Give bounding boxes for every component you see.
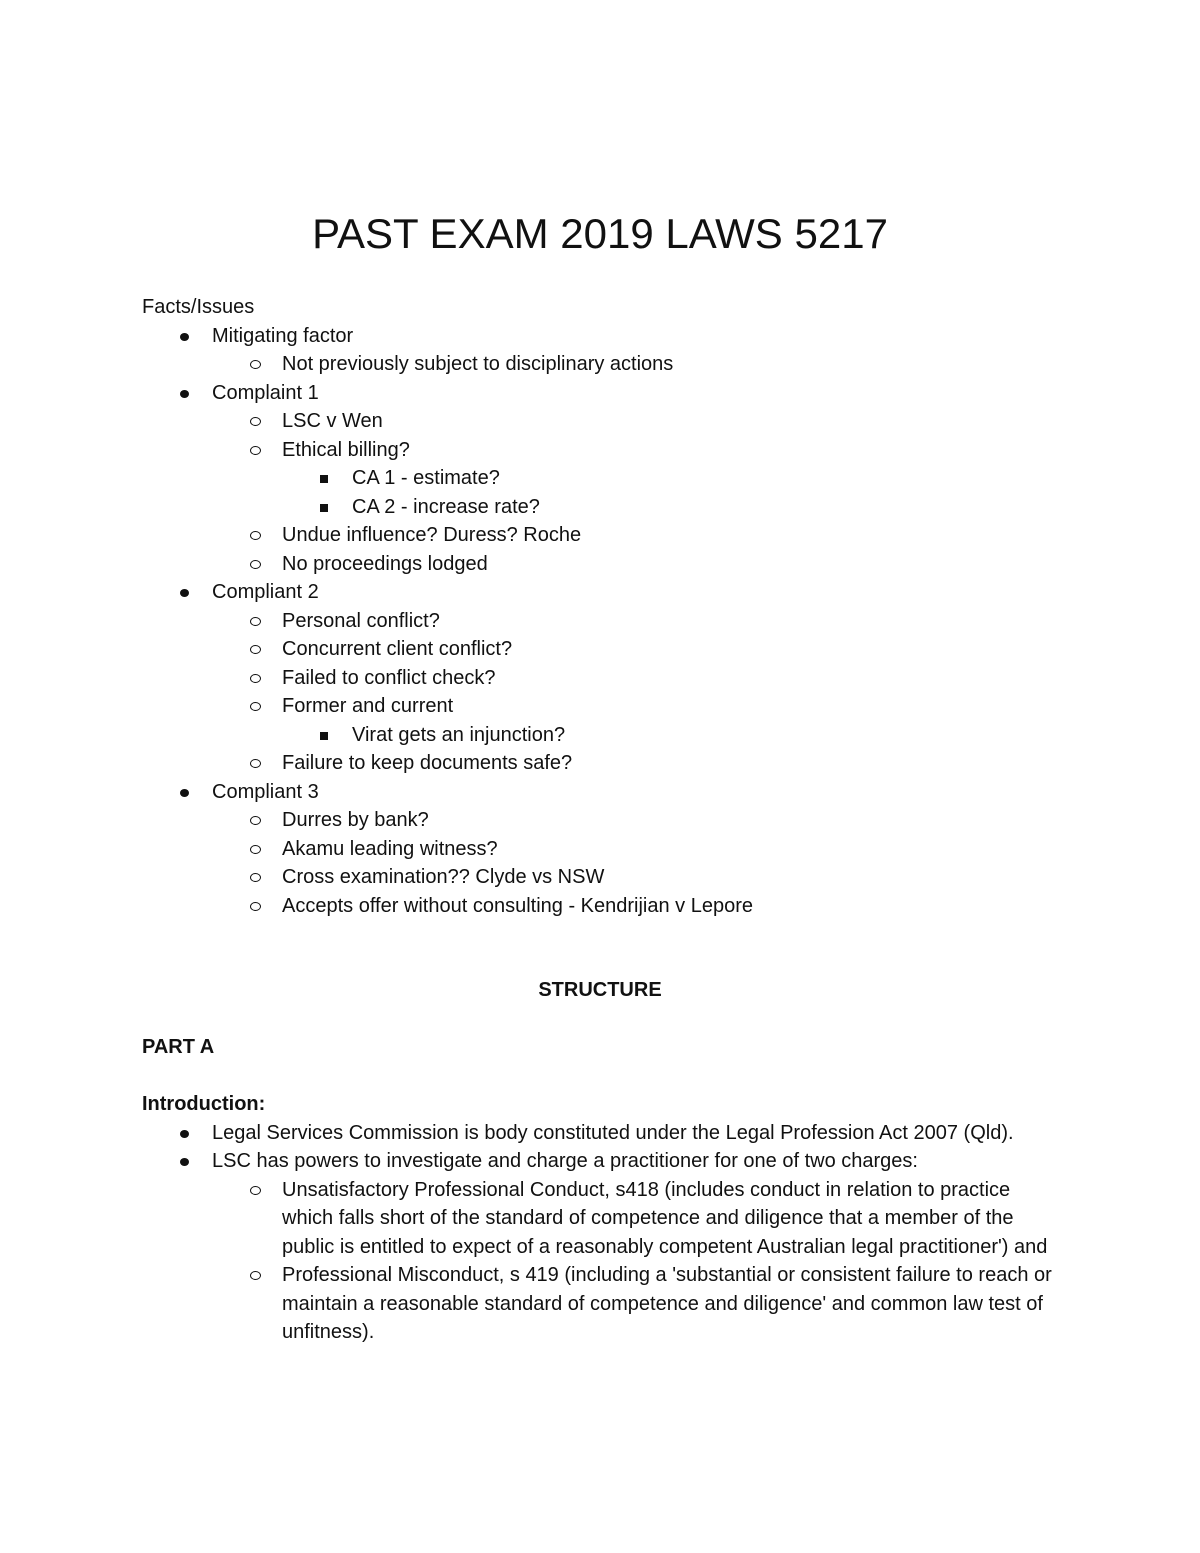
bullet-circle-icon [246,749,266,778]
list-item [212,835,1052,864]
bullet-disc-icon [176,778,196,807]
list-item [142,1147,1052,1176]
list-item [282,493,1052,522]
facts-issues-heading: Facts/Issues [142,296,255,318]
introduction-section [142,1090,1052,1347]
list-item-text: Not previously subject to disciplinary actions [282,353,674,375]
bullet-circle-icon [246,1176,266,1205]
bullet-square-icon [316,464,336,493]
list-item-text: Accepts offer without consulting - Kendrijian v Lepore [282,894,754,917]
bullet-disc-icon [176,1119,196,1148]
bullet-circle-icon [246,607,266,636]
structure-heading: STRUCTURE [538,979,662,1001]
list-item-text: Legal Services Commission is body constituted under the Legal Profession Act 2007 (Qld). [212,1121,1014,1144]
list-item [212,749,1052,778]
list-item [212,1176,1052,1262]
bullet-disc-icon [176,578,196,607]
list-item-text: CA 2 - increase rate? [352,495,540,518]
list-item [212,350,1052,379]
list-item [212,550,1052,579]
list-item-text: Undue influence? Duress? Roche [282,524,582,546]
list-item-text: CA 1 - estimate? [352,467,500,489]
list-item-text: Cross examination?? Clyde vs NSW [282,866,605,888]
bullet-disc-icon [176,379,196,408]
list-item-text: Compliant 2 [212,581,319,603]
list-item-text: Compliant 3 [212,780,319,803]
list-item-text: Failure to keep documents safe? [282,752,573,774]
list-item-text: LSC v Wen [282,410,383,432]
list-item-text: Unsatisfactory Professional Conduct, s418 (includes conduct in relation to practice which falls short of the standard of competence and diligence that a member of the public is entitled to expect of a reasonably competent Australian legal practitioner') and [282,1178,1048,1258]
introduction-list [142,1119,1052,1347]
bullet-circle-icon [246,806,266,835]
bullet-square-icon [316,493,336,522]
list-item [212,664,1052,693]
list-item-text: No proceedings lodged [282,552,488,575]
list-item-text: Former and current [282,695,454,717]
list-item-text: Complaint 1 [212,381,319,404]
list-item-text: Ethical billing? [282,438,410,461]
list-item [142,1119,1052,1148]
list-item [142,778,1052,807]
bullet-circle-icon [246,664,266,693]
list-item-text: Personal conflict? [282,609,440,632]
facts-issues-list [142,322,1052,921]
bullet-circle-icon [246,550,266,579]
bullet-circle-icon [246,350,266,379]
page-title: PAST EXAM 2019 LAWS 5217 [312,210,888,258]
bullet-circle-icon [246,863,266,892]
part-a-heading: PART A [142,1036,215,1058]
list-item [212,635,1052,664]
bullet-circle-icon [246,835,266,864]
list-item-text: Failed to conflict check? [282,666,496,689]
list-item [142,322,1052,351]
list-item [212,407,1052,436]
list-item-text: Durres by bank? [282,809,429,831]
list-item [212,863,1052,892]
list-item [282,464,1052,493]
list-item-text: Mitigating factor [212,324,354,347]
bullet-square-icon [316,721,336,750]
list-item [212,692,1052,721]
introduction-heading: Introduction: [142,1093,266,1115]
list-item [212,521,1052,550]
bullet-disc-icon [176,1147,196,1176]
bullet-circle-icon [246,635,266,664]
bullet-disc-icon [176,322,196,351]
list-item [212,892,1052,921]
list-item-text: Concurrent client conflict? [282,638,513,660]
list-item [282,721,1052,750]
list-item [212,806,1052,835]
list-item [142,578,1052,607]
list-item [212,607,1052,636]
list-item-text: Professional Misconduct, s 419 (including a 'substantial or consistent failure to reach or maintain a reasonable standard of competence and diligence' and common law test of unfitness). [282,1264,1052,1343]
bullet-circle-icon [246,436,266,465]
bullet-circle-icon [246,1261,266,1290]
list-item-text: Virat gets an injunction? [352,723,566,746]
list-item [212,1261,1052,1347]
bullet-circle-icon [246,521,266,550]
facts-issues-section [142,293,1052,920]
bullet-circle-icon [246,692,266,721]
list-item [142,379,1052,408]
bullet-circle-icon [246,892,266,921]
bullet-circle-icon [246,407,266,436]
list-item [212,436,1052,465]
list-item-text: Akamu leading witness? [282,837,498,860]
list-item-text: LSC has powers to investigate and charge a practitioner for one of two charges: [212,1150,918,1172]
